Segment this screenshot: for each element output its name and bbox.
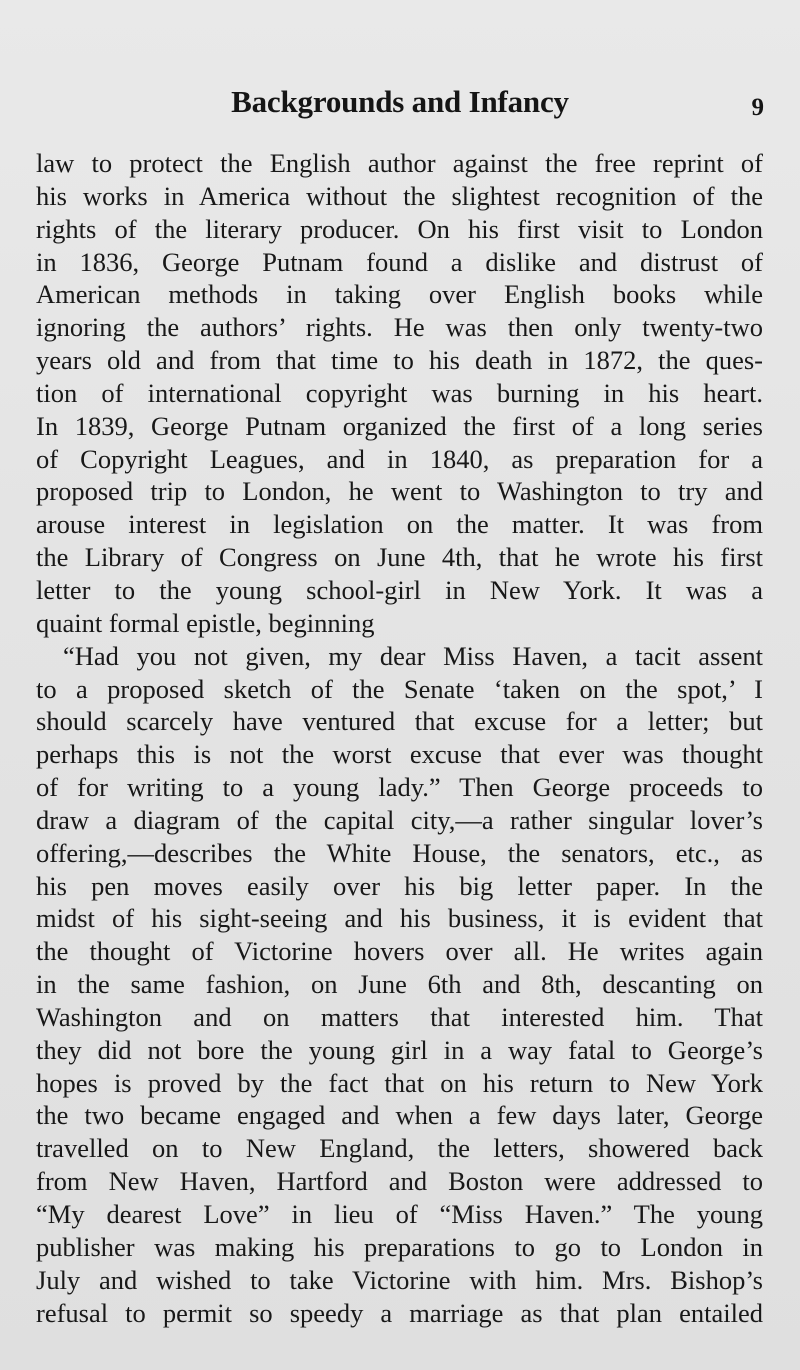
text-line: July and wished to take Victorine with him. Mrs. Bishop’s [36, 1264, 763, 1295]
text-line: from New Haven, Hartford and Boston were addressed to [36, 1166, 763, 1197]
text-line: perhaps this is not the worst excuse that ever was thought [36, 739, 763, 770]
text-line: in 1836, George Putnam found a dislike and distrust of [36, 246, 763, 277]
text-line: the Library of Congress on June 4th, that he wrote his first [36, 542, 763, 573]
running-title: Backgrounds and Infancy [231, 84, 569, 119]
text-line: proposed trip to London, he went to Washington to try and [36, 476, 763, 507]
text-line: In 1839, George Putnam organized the first of a long series [36, 410, 763, 441]
paragraph-end-line: quaint formal epistle, beginning [36, 607, 375, 638]
text-line: refusal to permit so speedy a marriage as that plan entailed [36, 1297, 763, 1328]
text-line: of Copyright Leagues, and in 1840, as preparation for a [36, 443, 763, 474]
text-line: rights of the literary producer. On his first visit to London [36, 213, 763, 244]
text-line: offering,—describes the White House, the senators, etc., as [36, 837, 763, 868]
page-number: 9 [751, 94, 764, 121]
text-line: in the same fashion, on June 6th and 8th, descanting on [36, 969, 763, 1000]
text-line: ignoring the authors’ rights. He was then only twenty-two [36, 312, 763, 343]
text-line: arouse interest in legislation on the matter. It was from [36, 509, 763, 540]
text-line: the thought of Victorine hovers over all. He writes again [36, 936, 763, 967]
text-line: his works in America without the slightest recognition of the [36, 180, 763, 211]
text-line: midst of his sight-seeing and his business, it is evident that [36, 903, 763, 934]
text-line: of for writing to a young lady.” Then George proceeds to [36, 772, 763, 803]
running-head [0, 78, 800, 126]
text-line: letter to the young school-girl in New York. It was a [36, 574, 763, 605]
text-line: should scarcely have ventured that excuse for a letter; but [36, 706, 763, 737]
text-line: they did not bore the young girl in a way fatal to George’s [36, 1034, 763, 1065]
text-line: draw a diagram of the capital city,—a rather singular lover’s [36, 804, 763, 835]
paragraph-start-line: “Had you not given, my dear Miss Haven, a tacit assent [63, 640, 763, 671]
text-line: hopes is proved by the fact that on his return to New York [36, 1067, 763, 1098]
text-line: his pen moves easily over his big letter paper. In the [36, 870, 763, 901]
text-line: Washington and on matters that interested him. That [36, 1001, 763, 1032]
text-line: years old and from that time to his death in 1872, the ques- [36, 345, 763, 376]
text-line: tion of international copyright was burning in his heart. [36, 377, 763, 408]
text-line: publisher was making his preparations to go to London in [36, 1231, 763, 1262]
text-line: American methods in taking over English books while [36, 279, 763, 310]
text-line: travelled on to New England, the letters, showered back [36, 1133, 763, 1164]
body-text [36, 147, 763, 1329]
text-line: “My dearest Love” in lieu of “Miss Haven.” The young [36, 1199, 763, 1229]
text-line: law to protect the English author against the free reprint of [36, 148, 763, 178]
text-line: the two became engaged and when a few days later, George [36, 1100, 763, 1131]
text-line: to a proposed sketch of the Senate ‘taken on the spot,’ I [36, 673, 763, 704]
